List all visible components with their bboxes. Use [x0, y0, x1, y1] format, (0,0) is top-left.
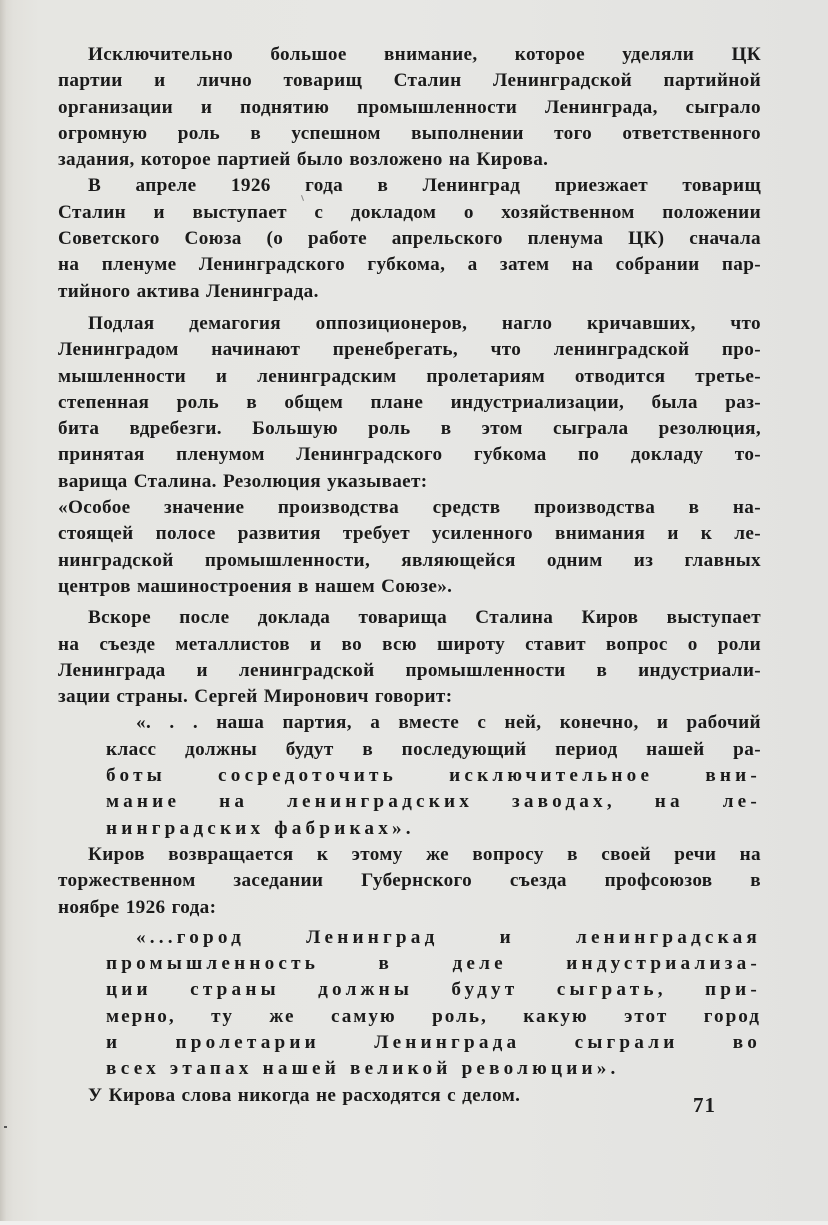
text-line: принятая пленумом Ленинградского губкома по докладу то- — [58, 444, 761, 466]
text-line: и пролетарии Ленинграда сыграли во — [106, 1031, 761, 1053]
page-bottom-edge — [0, 1221, 828, 1225]
text-line: мание на ленинградских заводах, на ле- — [106, 791, 761, 813]
text-line: У Кирова слова никогда не расходятся с делом. — [88, 1084, 521, 1106]
text-line: Вскоре после доклада товарища Сталина Киров выступает — [88, 607, 761, 629]
text-line: варища Сталина. Резолюция указывает: — [58, 470, 428, 492]
page-edge-shadow — [0, 0, 6, 1225]
text-line: «Особое значение производства средств производства в на- — [58, 497, 761, 519]
text-line: ции страны должны будут сыграть, при- — [106, 979, 761, 1001]
text-line: Ленинграда и ленинградской промышленности в индустриали- — [58, 659, 761, 681]
text-line: Советского Союза (о работе апрельского пленума ЦК) сначала — [58, 228, 761, 250]
text-line: всех этапах нашей великой революции». — [106, 1058, 620, 1080]
scan-speck — [4, 1126, 7, 1128]
kirov-quote-2 — [106, 925, 761, 1083]
paragraph-kirov-metalworkers — [58, 605, 761, 710]
paragraph-kirov-tradeunions — [58, 842, 761, 921]
text-line: задания, которое партией было возложено на Кирова. — [58, 149, 549, 171]
paragraph-closing — [58, 1083, 761, 1109]
text-line: центров машиностроения в нашем Союзе». — [58, 575, 453, 597]
text-line: тийного актива Ленинграда. — [58, 280, 319, 302]
text-line: «. . . наша партия, а вместе с ней, конечно, и рабочий — [136, 712, 761, 734]
text-line: мерно, ту же самую роль, какую этот город — [106, 1005, 761, 1027]
text-line: боты сосредоточить исключительное вни- — [106, 765, 761, 787]
paragraph-2 — [58, 173, 761, 304]
text-line: Ленинградом начинают пренебрегать, что ленинградской про- — [58, 339, 761, 361]
text-line: торжественном заседании Губернского съезда профсоюзов в — [58, 870, 761, 892]
text-line: партии и лично товарищ Сталин Ленинградской партийной — [58, 70, 761, 92]
text-line: на съезде металлистов и во всю широту ставит вопрос о роли — [58, 633, 761, 655]
text-line: степенная роль в общем плане индустриализации, была раз- — [58, 391, 761, 413]
text-line: Киров возвращается к этому же вопросу в своей речи на — [88, 843, 761, 865]
text-line: организации и поднятию промышленности Ленинграда, сыграло — [58, 96, 761, 118]
text-line: ноябре 1926 года: — [58, 896, 217, 918]
page-number: 71 — [693, 1093, 716, 1117]
text-line: мышленности и ленинградским пролетариям отводится третье- — [58, 365, 761, 387]
page-text — [58, 42, 761, 1109]
text-line: Исключительно большое внимание, которое уделяли ЦК — [88, 44, 761, 65]
text-line: бита вдребезги. Большую роль в этом сыграла резолюция, — [58, 418, 761, 440]
text-line: класс должны будут в последующий период нашей ра- — [106, 738, 761, 760]
text-line: стоящей полосе развития требует усиленного внимания и к ле- — [58, 523, 761, 545]
text-line: нинградской промышленности, являющейся одним из главных — [58, 549, 761, 571]
resolution-quote — [58, 495, 761, 600]
text-line: нинградских фабриках». — [106, 817, 415, 839]
paragraph-3 — [58, 311, 761, 495]
text-line: на пленуме Ленинградского губкома, а затем на собрании пар- — [58, 254, 761, 276]
text-line: Сталин и выступает с докладом о хозяйственном положении — [58, 201, 761, 223]
kirov-quote-1 — [106, 710, 761, 841]
text-line: «...город Ленинград и ленинградская — [136, 926, 761, 948]
text-line: Подлая демагогия оппозиционеров, нагло кричавших, что — [88, 312, 761, 334]
text-line: В апреле 1926 года в Ленинград приезжает товарищ — [88, 175, 761, 197]
paragraph-1 — [58, 42, 761, 173]
text-line: зации страны. Сергей Миронович говорит: — [58, 686, 453, 708]
text-line: огромную роль в успешном выполнении того ответственного — [58, 122, 761, 144]
text-line: промышленность в деле индустриализа- — [106, 953, 761, 975]
